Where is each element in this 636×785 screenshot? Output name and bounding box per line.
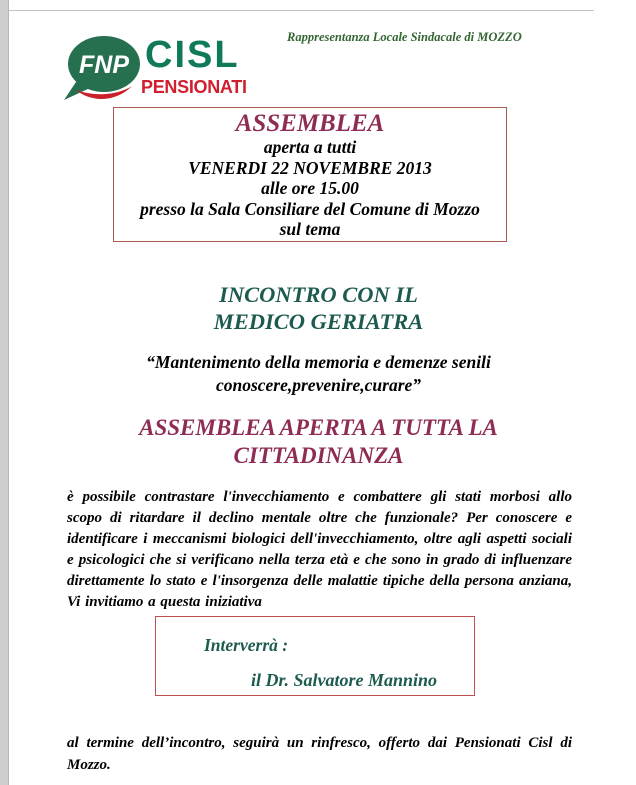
page-top-rule: [9, 10, 594, 11]
assembly-line-venue: presso la Sala Consiliare del Comune di Mozzo: [140, 198, 480, 219]
topic-quote-line2: conoscere,prevenire,curare”: [215, 375, 422, 395]
topic-quote-line1: “Mantenimento della memoria e demenze senili: [146, 352, 491, 372]
assembly-line-theme: sul tema: [279, 219, 341, 239]
fnp-cisl-logo: [62, 30, 302, 110]
assembly-title: ASSEMBLEA: [235, 110, 385, 137]
speaker-intro: Interverrà :: [204, 635, 289, 655]
topic-heading: [66, 281, 571, 335]
open-to-citizens-line1: ASSEMBLEA APERTA A TUTTA LA: [139, 415, 498, 440]
fnp-bubble-icon: [62, 30, 146, 108]
refreshments-note: al termine dell’incontro, seguirà un rinfresco, offerto dai Pensionati Cisl di Mozzo.: [67, 735, 572, 773]
assembly-line-time: alle ore 15.00: [261, 178, 359, 198]
speaker-name: il Dr. Salvatore Mannino: [251, 670, 438, 690]
assembly-announcement-box: [113, 107, 507, 242]
open-to-citizens-line2: CITTADINANZA: [233, 443, 404, 468]
fnp-logo-text: FNP: [79, 51, 129, 79]
topic-heading-line1: INCONTRO CON IL: [219, 282, 418, 307]
body-paragraph: è possibile contrastare l'invecchiamento e combattere gli stati morbosi allo scopo di ritardare il declino mentale oltre che funzionale? Per conoscere e identificare i meccanismi biologici dell'invecchiamento, oltre agli aspetti sociali e psicologici che si verificano nella terza età e che sono in grado di influenzare direttamente lo stato e l'insorgenza delle malattie tipiche della persona anziana, Vi invitiamo a questa iniziativa: [67, 489, 572, 610]
topic-heading-line2: MEDICO GERIATRA: [213, 309, 424, 334]
open-to-citizens-heading: [66, 414, 571, 470]
assembly-line-date: VENERDI 22 NOVEMBRE 2013: [188, 157, 432, 178]
logo-cisl-text: CISL: [145, 34, 240, 76]
topic-quote: [66, 351, 571, 397]
assembly-line-open-to-all: aperta a tutti: [263, 137, 357, 157]
speaker-box: [155, 616, 475, 696]
logo-pensionati-text: PENSIONATI: [141, 77, 247, 97]
page-left-edge: [0, 0, 9, 785]
local-representation-caption: Rappresentanza Locale Sindacale di MOZZO: [287, 30, 522, 44]
